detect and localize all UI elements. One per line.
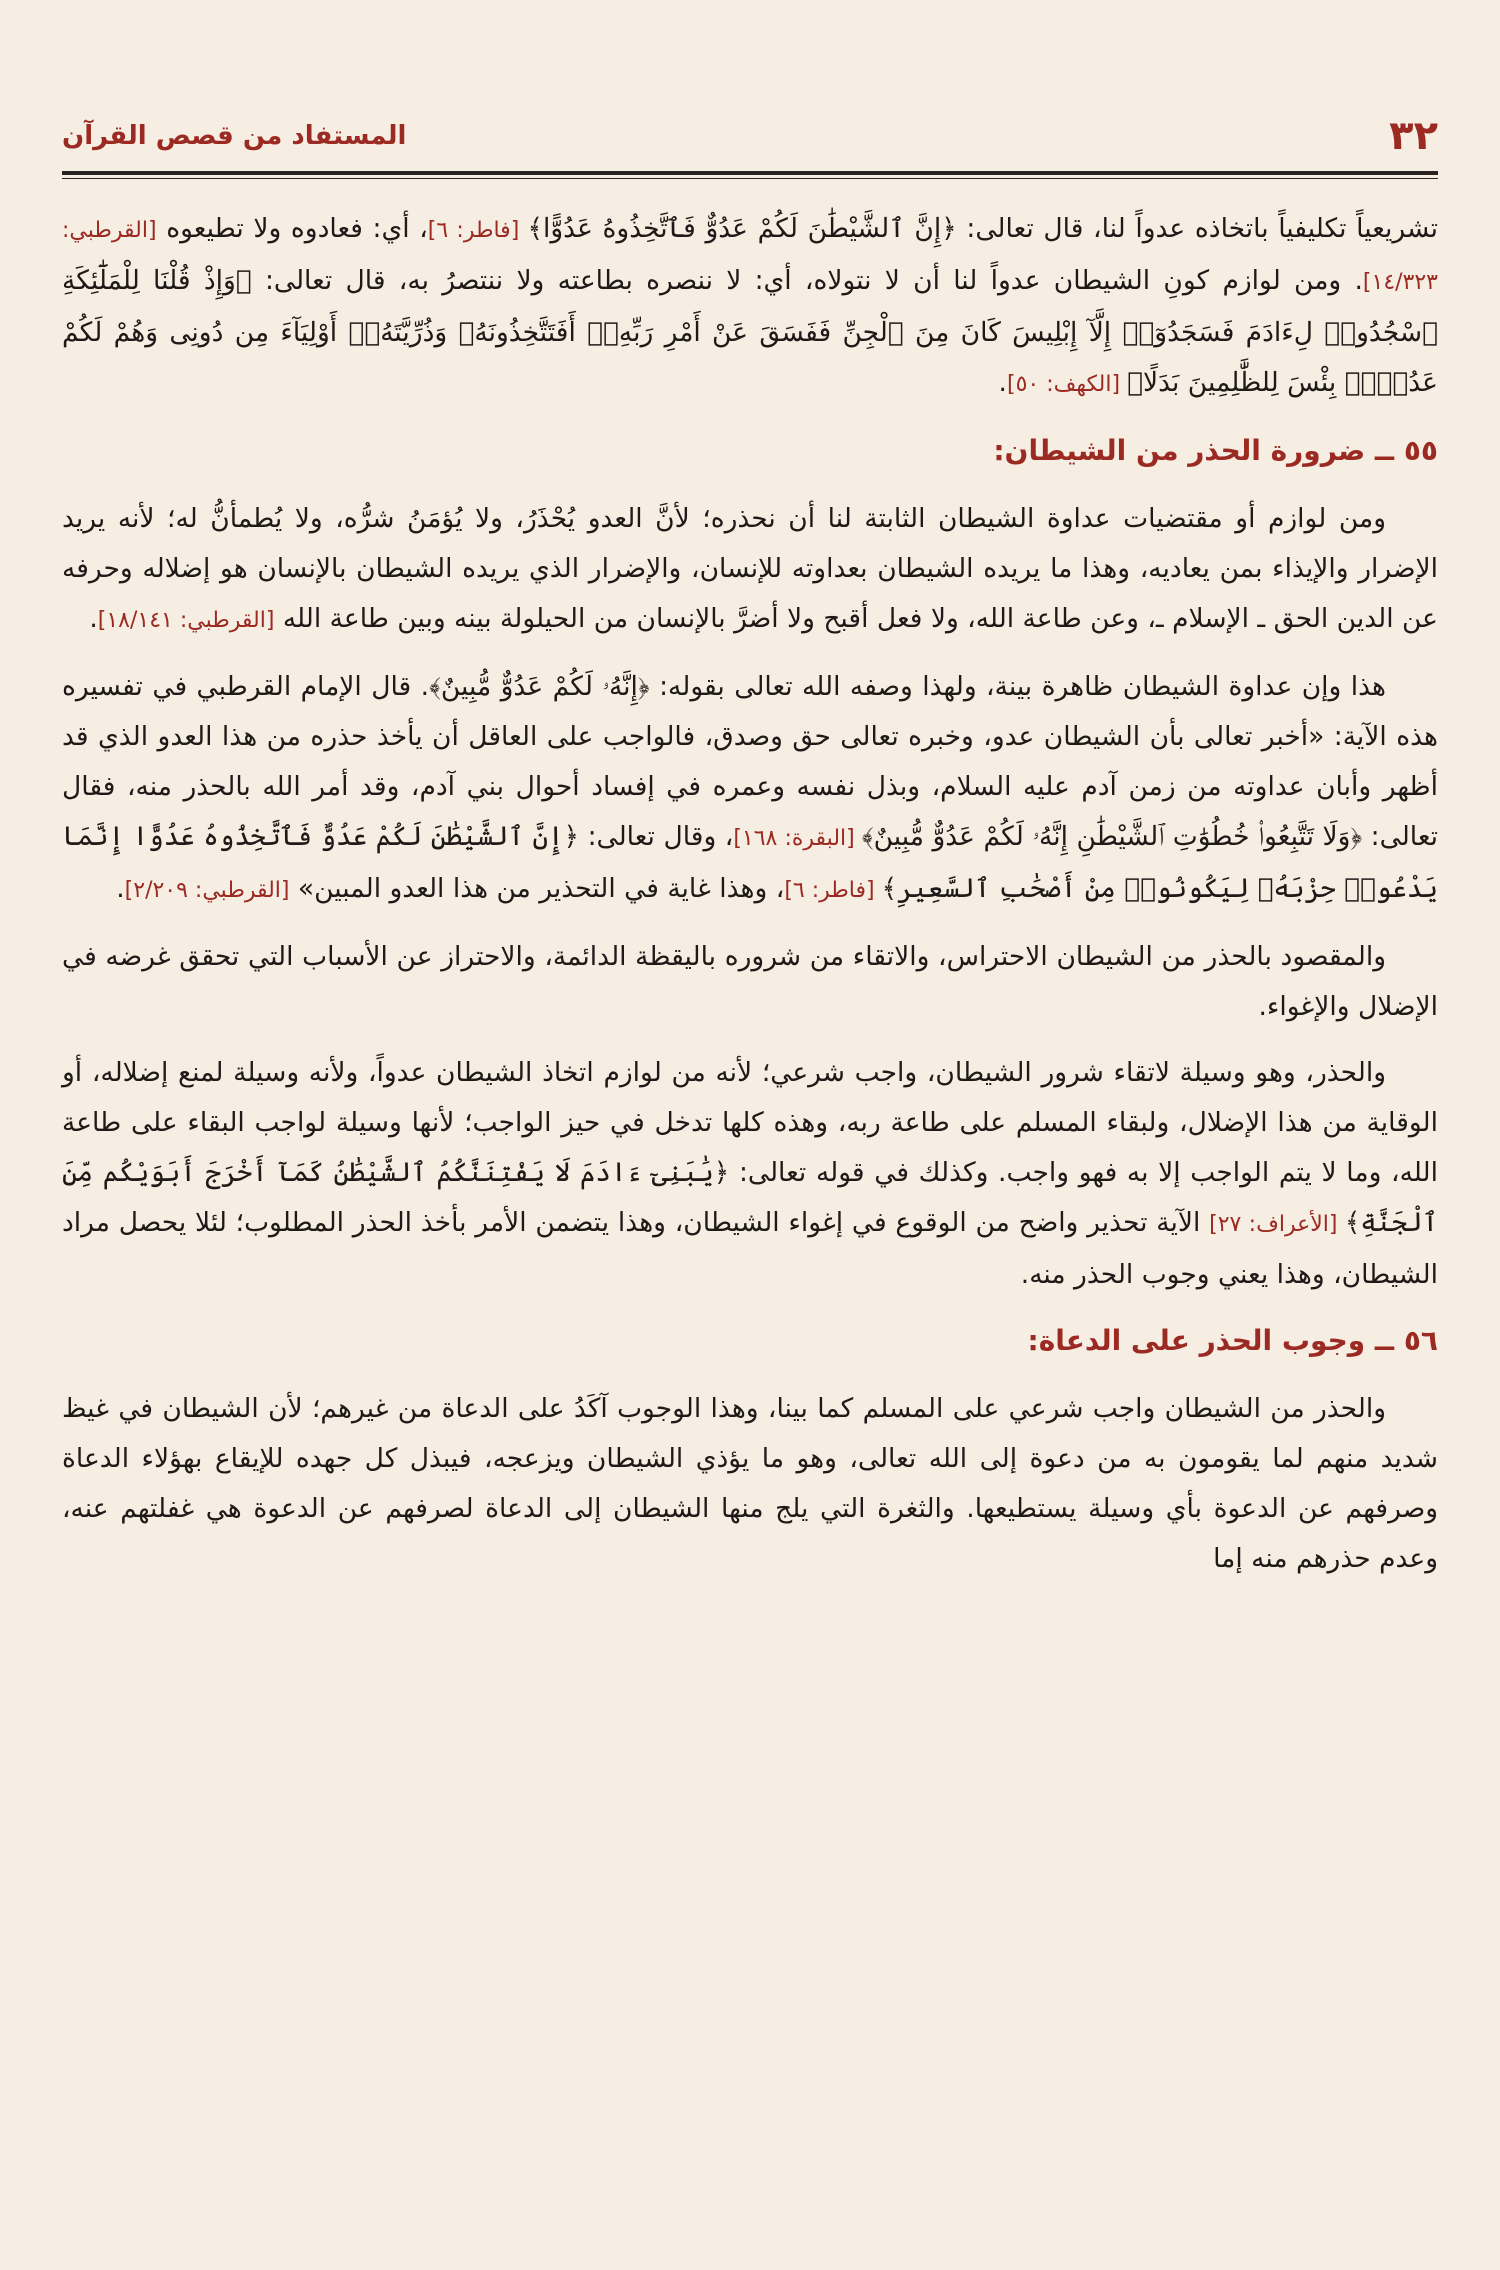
text-run: والحذر، وهو وسيلة لاتقاء شرور الشيطان، واجب شرعي؛ لأنه من لوازم اتخاذ الشيطان عدواً، ولأنه وسيلة لمنع إضلاله، أو الوقاية من هذا الإضلال، ولبقاء المسلم على طاعة ربه، وهذه كلها تدخل في حيز الواجب؛ لأنها وسيلة لواجب البقاء على طاعة الله، وما لا يتم الواجب إلا به فهو واجب. وكذلك في قوله تعالى:	[62, 1057, 1438, 1188]
page-body	[62, 204, 1438, 1600]
text-run: الآية تحذير واضح من الوقوع في إغواء الشيطان، وهذا يتضمن الأمر بأخذ الحذر المطلوب؛ لئلا يحصل مراد الشيطان، وهذا يعني وجوب الحذر منه.	[62, 1207, 1438, 1290]
paragraph: والحذر من الشيطان واجب شرعي على المسلم كما بينا، وهذا الوجوب آكَدُ على الدعاة من غيرهم؛ لأن الشيطان في غيظ شديد منهم لما يقومون به من دعوة إلى الله تعالى، وهو ما يؤذي الشيطان ويزعجه، فيبذل كل جهده للإيقاع بهؤلاء الدعاة وصرفهم عن الدعوة بأي وسيلة يستطيعها. والثغرة التي يلج منها الشيطان إلى الدعاة لصرفهم عن الدعوة هي غفلتهم عنه، وعدم حذرهم منه إما	[62, 1393, 1438, 1574]
section-heading-56: ٥٦ ــ وجوب الحذر على الدعاة:	[1027, 1324, 1438, 1357]
header-rule-thick	[62, 171, 1438, 175]
text-run: ومن لوازم أو مقتضيات عداوة الشيطان الثابتة لنا أن نحذره؛ لأنَّ العدو يُحْذَرُ، ولا يُؤمَنُ شرُّه، ولا يُطمأنُّ له؛ لأنه يريد الإضرار والإيذاء بمن يعاديه، وهذا ما يريده الشيطان بعداوته للإنسان، والإضرار الذي يريده الشيطان بالإنسان هو إضلاله وحرفه عن الدين الحق ـ الإسلام ـ، وعن طاعة الله، ولا فعل أقبح ولا أضرَّ بالإنسان من الحيلولة بينه وبين طاعة الله	[62, 503, 1438, 634]
paragraph	[62, 662, 1438, 916]
running-title: المستفاد من قصص القرآن	[62, 121, 407, 151]
text-run: . ومن لوازم كونِ الشيطان عدواً لنا أن لا نتولاه، أي: لا ننصره بطاعته ولا ننتصرُ به، قال تعالى:	[251, 265, 1363, 296]
paragraph	[62, 494, 1438, 646]
header-rule-thin	[62, 178, 1438, 179]
citation: [فاطر: ٦]	[427, 218, 528, 243]
text-run: هذا وإن عداوة الشيطان ظاهرة بينة، ولهذا وصفه الله تعالى بقوله:	[649, 671, 1386, 702]
text-run: . قال الإمام القرطبي في تفسيره هذه الآية: «أخبر تعالى بأن الشيطان عدو، وخبره تعالى حق وصدق، فالواجب على العاقل أن يأخذ حذره من هذا العدو الذي قد أظهر وأبان عداوته من زمن آدم عليه السلام، وبذل نفسه وعمره في إفساد أحوال بني آدم، وقد أمر الله بالحذر منه، فقال تعالى:	[62, 671, 1439, 852]
quran-verse: ﴿إِنَّ ٱلشَّيْطَٰنَ لَكُمْ عَدُوٌّ فَٱتَّخِذُوهُ عَدُوًّا﴾	[527, 213, 957, 244]
paragraph	[62, 1048, 1438, 1300]
text-run: ، وقال تعالى:	[579, 821, 734, 852]
citation: [الكهف: ٥٠]	[1006, 372, 1128, 397]
quran-verse: ﴿يَٰبَنِىٓ ءَادَمَ لَا يَفْتِنَنَّكُمُ ٱلشَّيْطَٰنُ كَمَآ أَخْرَجَ أَبَوَيْكُم مِّنَ ٱلْجَنَّةِ﴾	[62, 1157, 1438, 1238]
paragraph: والمقصود بالحذر من الشيطان الاحتراس، والاتقاء من شروره باليقظة الدائمة، والاحتراز عن الأسباب التي تحقق غرضه في الإضلال والإغواء.	[62, 941, 1438, 1022]
citation: [القرطبي: ٢/٢٠٩]	[124, 878, 290, 903]
page-number: ٣٢	[1389, 113, 1438, 159]
page-header	[62, 108, 1438, 164]
text-run: تشريعياً تكليفياً باتخاذه عدواً لنا، قال تعالى:	[956, 213, 1438, 244]
quran-verse: ﴿إِنَّهُۥ لَكُمْ عَدُوٌّ مُّبِينٌ﴾	[429, 671, 650, 702]
paragraph-continued	[62, 204, 1438, 410]
citation: [القرطبي: ١٨/١٤١]	[97, 608, 275, 633]
citation: [الأعراف: ٢٧]	[1209, 1212, 1345, 1237]
text-run: .	[998, 367, 1007, 398]
text-run: ، أي: فعادوه ولا تطيعوه	[156, 213, 428, 244]
quran-verse: ﴿وَإِذْ قُلْنَا لِلْمَلَٰٓئِكَةِ ٱسْجُدُوا۟ لِءَادَمَ فَسَجَدُوٓا۟ إِلَّآ إِبْلِيسَ كَانَ مِنَ ٱلْجِنِّ فَفَسَقَ عَنْ أَمْرِ رَبِّهِۦٓ أَفَتَتَّخِذُونَهُۥ وَذُرِّيَّتَهُۥٓ أَوْلِيَآءَ مِن دُونِى وَهُمْ لَكُمْ عَدُوٌّۢ بِئْسَ لِلظَّٰلِمِينَ بَدَلًا﴾	[62, 265, 1438, 398]
text-run: .	[89, 603, 98, 634]
citation: [القرطبي: ١٤/٣٢٣]	[62, 218, 1438, 295]
section-heading-55: ٥٥ ــ ضرورة الحذر من الشيطان:	[993, 434, 1438, 467]
quran-verse: ﴿وَلَا تَتَّبِعُوا۟ خُطُوَٰتِ ٱلشَّيْطَٰنِ إِنَّهُۥ لَكُمْ عَدُوٌّ مُّبِينٌ﴾	[861, 821, 1363, 852]
citation: [البقرة: ١٦٨]	[733, 826, 862, 851]
citation: [فاطر: ٦]	[784, 878, 882, 903]
text-run: ، وهذا غاية في التحذير من هذا العدو المبين»	[289, 873, 785, 904]
text-run: .	[116, 873, 125, 904]
quran-verse: ﴿إِنَّ ٱلشَّيْطَٰنَ لَكُمْ عَدُوٌّ فَٱتَّخِذُوهُ عَدُوًّا إِنَّمَا يَدْعُوا۟ حِزْبَهُۥ لِيَكُونُوا۟ مِنْ أَصْحَٰبِ ٱلسَّعِيرِ﴾	[62, 821, 1438, 904]
